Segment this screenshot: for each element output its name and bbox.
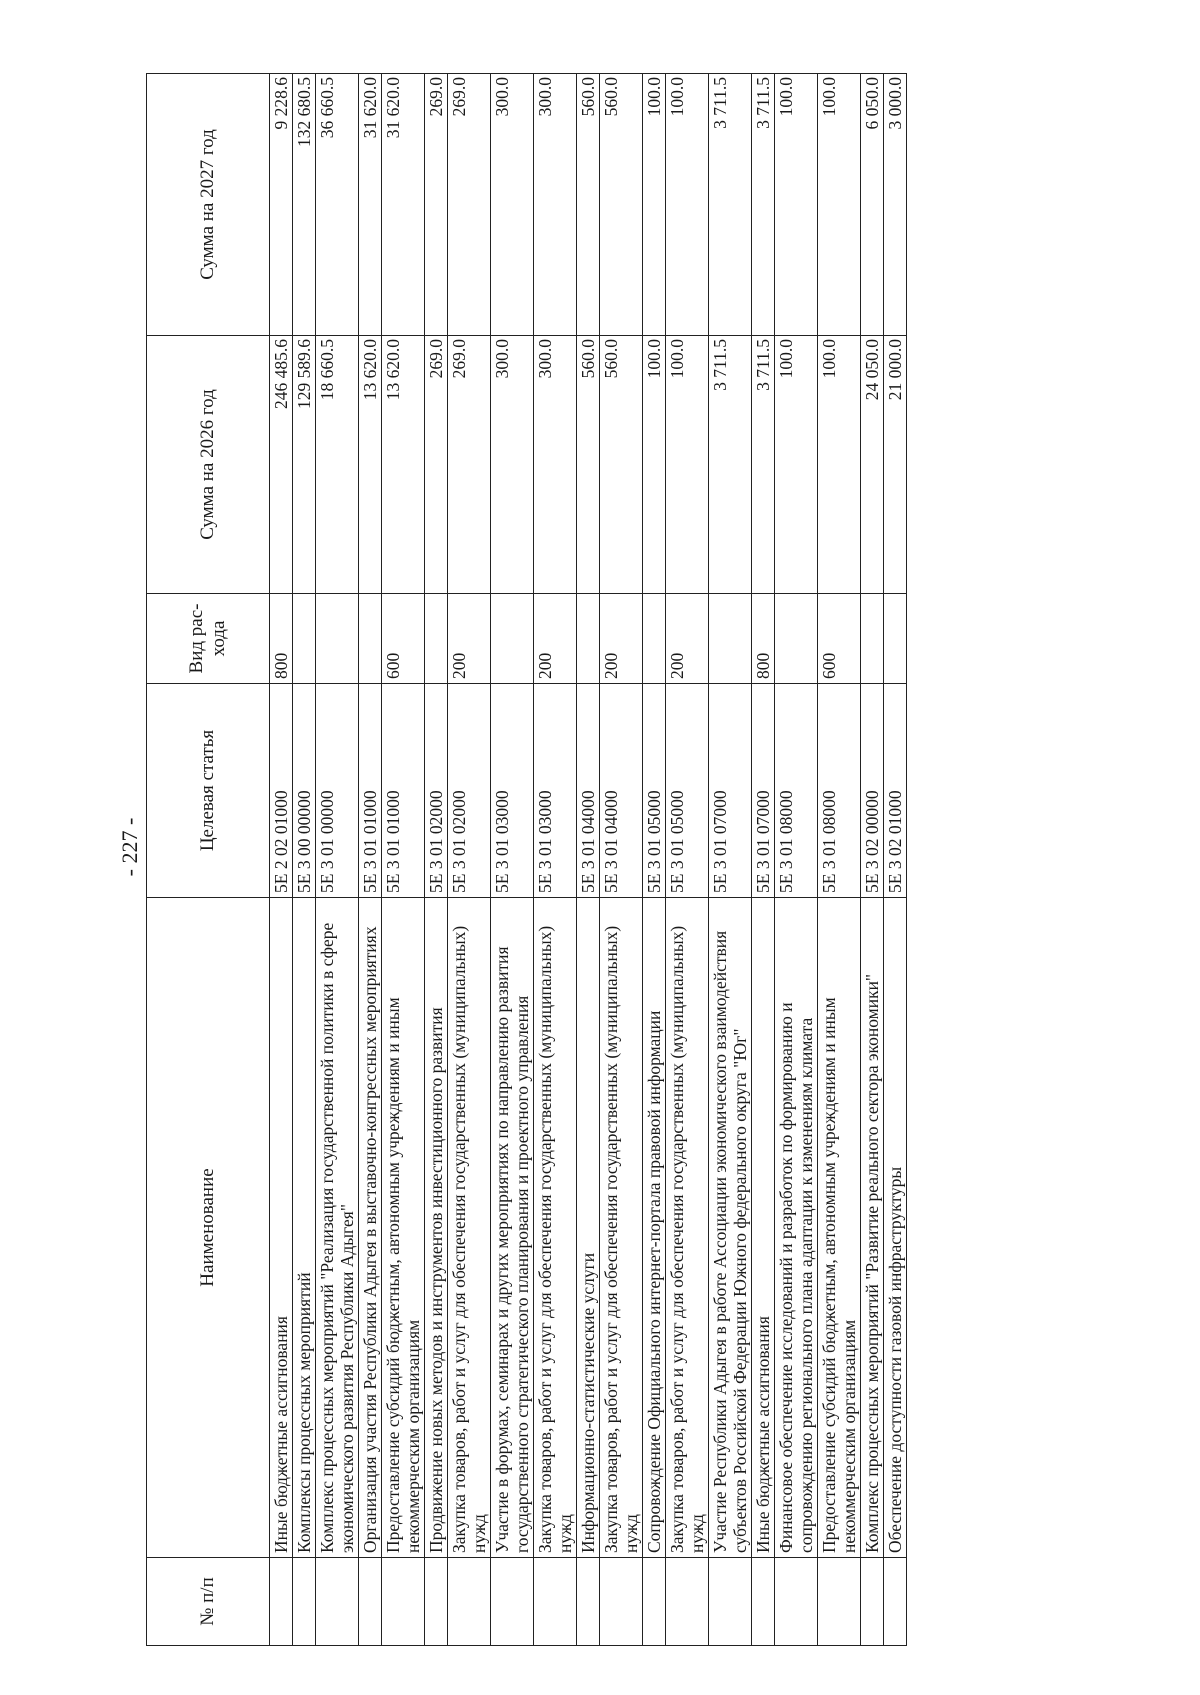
cell-target: 5E 2 02 01000 — [270, 684, 293, 898]
cell-name: Участие Республики Адыгея в работе Ассоциации экономического взаимодействия субъектов Российской Федерации Южного федерального округа "Юг" — [709, 898, 752, 1558]
cell-sum-2026: 300.0 — [534, 336, 577, 594]
table-row — [600, 74, 643, 1646]
cell-name: Участие в форумах, семинарах и других мероприятиях по направлению развития государственного стратегического планирования и проектного управления — [491, 898, 534, 1558]
cell-sum-2026: 13 620.0 — [359, 336, 382, 594]
table-row — [359, 74, 382, 1646]
cell-sum-2027: 31 620.0 — [359, 74, 382, 336]
table-row — [270, 74, 293, 1646]
cell-sum-2027: 3 711.5 — [709, 74, 752, 336]
cell-type — [316, 594, 359, 684]
cell-type — [425, 594, 448, 684]
cell-no — [270, 1558, 293, 1646]
cell-name: Предоставление субсидий бюджетным, автономным учреждениям и иным некоммерческим организациям — [818, 898, 861, 1558]
cell-sum-2027: 9 228.6 — [270, 74, 293, 336]
table-row — [709, 74, 752, 1646]
cell-type — [359, 594, 382, 684]
cell-type: 600 — [382, 594, 425, 684]
cell-sum-2026: 24 050.0 — [861, 336, 884, 594]
table-row — [534, 74, 577, 1646]
cell-type — [491, 594, 534, 684]
table-row — [818, 74, 861, 1646]
cell-target: 5E 3 01 07000 — [709, 684, 752, 898]
cell-name: Информационно-статистические услуги — [577, 898, 600, 1558]
cell-type — [775, 594, 818, 684]
cell-name: Сопровождение Официального интернет-портала правовой информации — [643, 898, 666, 1558]
cell-name: Закупка товаров, работ и услуг для обеспечения государственных (муниципальных) нужд — [666, 898, 709, 1558]
cell-name: Комплекс процессных мероприятий "Развитие реального сектора экономики" — [861, 898, 884, 1558]
cell-sum-2027: 560.0 — [577, 74, 600, 336]
cell-type — [861, 594, 884, 684]
table-row — [643, 74, 666, 1646]
cell-no — [425, 1558, 448, 1646]
cell-target: 5E 3 02 00000 — [861, 684, 884, 898]
table-row — [293, 74, 316, 1646]
cell-target: 5E 3 01 01000 — [359, 684, 382, 898]
cell-no — [775, 1558, 818, 1646]
cell-sum-2026: 100.0 — [666, 336, 709, 594]
cell-sum-2027: 100.0 — [775, 74, 818, 336]
cell-target: 5E 3 01 04000 — [600, 684, 643, 898]
cell-sum-2026: 269.0 — [425, 336, 448, 594]
cell-type — [884, 594, 907, 684]
table-row — [861, 74, 884, 1646]
table-row — [884, 74, 907, 1646]
header-sum-2026: Сумма на 2026 год — [147, 336, 270, 594]
cell-name: Продвижение новых методов и инструментов инвестиционного развития — [425, 898, 448, 1558]
cell-sum-2027: 3 711.5 — [752, 74, 775, 336]
header-name: Наименование — [147, 898, 270, 1558]
cell-sum-2027: 100.0 — [666, 74, 709, 336]
table-row — [752, 74, 775, 1646]
cell-no — [382, 1558, 425, 1646]
cell-no — [448, 1558, 491, 1646]
table-row — [491, 74, 534, 1646]
cell-sum-2026: 560.0 — [577, 336, 600, 594]
cell-sum-2027: 100.0 — [818, 74, 861, 336]
cell-sum-2027: 3 000.0 — [884, 74, 907, 336]
cell-sum-2027: 300.0 — [491, 74, 534, 336]
table-row — [666, 74, 709, 1646]
cell-no — [359, 1558, 382, 1646]
cell-type: 200 — [600, 594, 643, 684]
cell-sum-2026: 246 485.6 — [270, 336, 293, 594]
cell-no — [752, 1558, 775, 1646]
cell-target: 5E 3 01 03000 — [534, 684, 577, 898]
cell-type: 200 — [534, 594, 577, 684]
cell-target: 5E 3 01 05000 — [666, 684, 709, 898]
cell-sum-2027: 560.0 — [600, 74, 643, 336]
cell-sum-2026: 3 711.5 — [752, 336, 775, 594]
cell-target: 5E 3 01 05000 — [643, 684, 666, 898]
cell-name: Закупка товаров, работ и услуг для обеспечения государственных (муниципальных) нужд — [600, 898, 643, 1558]
cell-no — [491, 1558, 534, 1646]
cell-type: 800 — [752, 594, 775, 684]
cell-type — [577, 594, 600, 684]
rotated-table-wrapper — [146, 74, 1034, 1646]
cell-sum-2026: 21 000.0 — [884, 336, 907, 594]
cell-target: 5E 3 01 02000 — [448, 684, 491, 898]
cell-target: 5E 3 01 03000 — [491, 684, 534, 898]
cell-sum-2027: 300.0 — [534, 74, 577, 336]
cell-no — [534, 1558, 577, 1646]
cell-sum-2027: 132 680.5 — [293, 74, 316, 336]
cell-sum-2027: 269.0 — [448, 74, 491, 336]
cell-no — [884, 1558, 907, 1646]
cell-target: 5E 3 01 01000 — [382, 684, 425, 898]
cell-no — [643, 1558, 666, 1646]
cell-type: 200 — [666, 594, 709, 684]
cell-sum-2027: 269.0 — [425, 74, 448, 336]
cell-sum-2026: 3 711.5 — [709, 336, 752, 594]
page-number: - 227 - — [117, 817, 142, 877]
cell-sum-2027: 31 620.0 — [382, 74, 425, 336]
cell-sum-2026: 100.0 — [775, 336, 818, 594]
table-row — [577, 74, 600, 1646]
cell-type: 600 — [818, 594, 861, 684]
cell-type — [293, 594, 316, 684]
cell-sum-2026: 269.0 — [448, 336, 491, 594]
cell-sum-2026: 13 620.0 — [382, 336, 425, 594]
cell-name: Финансовое обеспечение исследований и разработок по формированию и сопровождению регионального плана адаптации к изменениям климата — [775, 898, 818, 1558]
table-row — [775, 74, 818, 1646]
cell-sum-2027: 6 050.0 — [861, 74, 884, 336]
table-row — [448, 74, 491, 1646]
cell-sum-2027: 100.0 — [643, 74, 666, 336]
cell-sum-2026: 18 660.5 — [316, 336, 359, 594]
cell-name: Обеспечение доступности газовой инфраструктуры — [884, 898, 907, 1558]
cell-name: Иные бюджетные ассигнования — [752, 898, 775, 1558]
cell-name: Комплексы процессных мероприятий — [293, 898, 316, 1558]
budget-table — [146, 73, 907, 1646]
cell-name: Организация участия Республики Адыгея в выставочно-конгрессных мероприятиях — [359, 898, 382, 1558]
cell-no — [709, 1558, 752, 1646]
cell-name: Закупка товаров, работ и услуг для обеспечения государственных (муниципальных) нужд — [448, 898, 491, 1558]
cell-type: 200 — [448, 594, 491, 684]
cell-target: 5E 3 00 00000 — [293, 684, 316, 898]
cell-sum-2026: 300.0 — [491, 336, 534, 594]
cell-sum-2026: 560.0 — [600, 336, 643, 594]
table-body — [270, 74, 907, 1646]
cell-target: 5E 3 01 04000 — [577, 684, 600, 898]
cell-type — [709, 594, 752, 684]
header-type: Вид рас-хода — [147, 594, 270, 684]
cell-no — [818, 1558, 861, 1646]
header-sum-2027: Сумма на 2027 год — [147, 74, 270, 336]
cell-no — [666, 1558, 709, 1646]
cell-no — [861, 1558, 884, 1646]
table-header-row — [147, 74, 270, 1646]
cell-type — [643, 594, 666, 684]
cell-target: 5E 3 01 02000 — [425, 684, 448, 898]
cell-no — [316, 1558, 359, 1646]
cell-sum-2026: 100.0 — [643, 336, 666, 594]
cell-target: 5E 3 01 07000 — [752, 684, 775, 898]
table-row — [316, 74, 359, 1646]
cell-target: 5E 3 01 00000 — [316, 684, 359, 898]
cell-type: 800 — [270, 594, 293, 684]
cell-no — [577, 1558, 600, 1646]
cell-name: Предоставление субсидий бюджетным, автономным учреждениям и иным некоммерческим организациям — [382, 898, 425, 1558]
table-row — [382, 74, 425, 1646]
cell-name: Закупка товаров, работ и услуг для обеспечения государственных (муниципальных) нужд — [534, 898, 577, 1558]
cell-target: 5E 3 01 08000 — [775, 684, 818, 898]
cell-no — [600, 1558, 643, 1646]
cell-name: Комплекс процессных мероприятий "Реализация государственной политики в сфере экономического развития Республики Адыгея" — [316, 898, 359, 1558]
header-no: № п/п — [147, 1558, 270, 1646]
cell-no — [293, 1558, 316, 1646]
cell-target: 5E 3 01 08000 — [818, 684, 861, 898]
cell-sum-2026: 129 589.6 — [293, 336, 316, 594]
cell-name: Иные бюджетные ассигнования — [270, 898, 293, 1558]
cell-target: 5E 3 02 01000 — [884, 684, 907, 898]
header-target: Целевая статья — [147, 684, 270, 898]
table-row — [425, 74, 448, 1646]
cell-sum-2026: 100.0 — [818, 336, 861, 594]
cell-sum-2027: 36 660.5 — [316, 74, 359, 336]
